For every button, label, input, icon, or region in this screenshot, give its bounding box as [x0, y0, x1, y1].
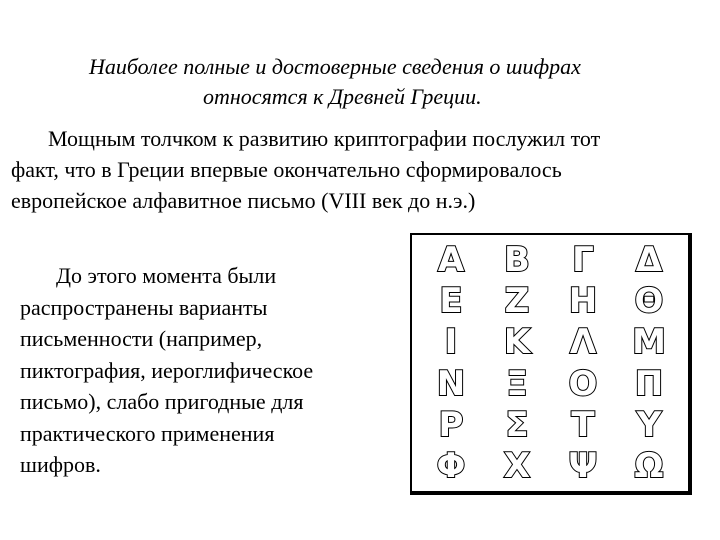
greek-letter-tau: Τ: [571, 404, 595, 445]
paragraph-line-2: факт, что в Греции впервые окончательно сформировалось: [11, 157, 562, 182]
greek-letter-mu: Μ: [632, 322, 666, 363]
greek-letter-rho: Ρ: [438, 404, 464, 445]
greek-letter-chi: Χ: [503, 446, 531, 487]
side-line-4: пиктография, иероглифическое: [20, 357, 314, 383]
greek-letter-upsilon: Υ: [636, 404, 662, 445]
greek-alphabet-grid: [418, 239, 682, 487]
greek-letter-beta: Β: [504, 239, 530, 280]
greek-letter-omicron: Ο: [568, 363, 598, 404]
heading-line-2: относятся к Древней Греции.: [203, 84, 482, 109]
greek-alphabet-figure: [410, 233, 692, 495]
greek-letter-omega: Ω: [634, 446, 664, 487]
side-line-6: практического применения: [20, 420, 275, 446]
greek-letter-delta: Δ: [635, 239, 663, 280]
greek-letter-iota: Ι: [444, 322, 458, 363]
side-line-7: шифров.: [20, 452, 101, 477]
side-line-5: письмо), слабо пригодные для: [20, 389, 304, 414]
greek-letter-sigma: Σ: [505, 404, 529, 445]
greek-letter-epsilon: Ε: [439, 280, 463, 321]
greek-letter-phi: Φ: [436, 446, 466, 487]
greek-letter-gamma: Γ: [572, 239, 594, 280]
greek-letter-kappa: Κ: [503, 322, 531, 363]
side-line-1: До этого момента были: [56, 263, 277, 288]
greek-letter-psi: Ψ: [568, 446, 598, 487]
greek-letter-alpha: Α: [437, 239, 465, 280]
greek-letter-zeta: Ζ: [504, 280, 530, 321]
greek-letter-eta: Η: [568, 280, 598, 321]
paragraph-line-3: европейское алфавитное письмо (VIII век до н.э.): [11, 188, 476, 213]
side-line-3: письменности (например,: [20, 326, 263, 351]
greek-letter-lambda: Λ: [569, 322, 597, 363]
heading-line-1: Наиболее полные и достоверные сведения о шифрах: [89, 54, 581, 79]
greek-letter-nu: Ν: [436, 363, 466, 404]
paragraph-line-1: Мощным толчком к развитию криптографии послужил тот: [48, 126, 601, 151]
greek-letter-xi: Ξ: [506, 363, 528, 404]
side-line-2: распространены варианты: [20, 294, 268, 320]
greek-letter-pi: Π: [634, 363, 664, 404]
greek-letter-theta: Θ: [634, 280, 664, 321]
